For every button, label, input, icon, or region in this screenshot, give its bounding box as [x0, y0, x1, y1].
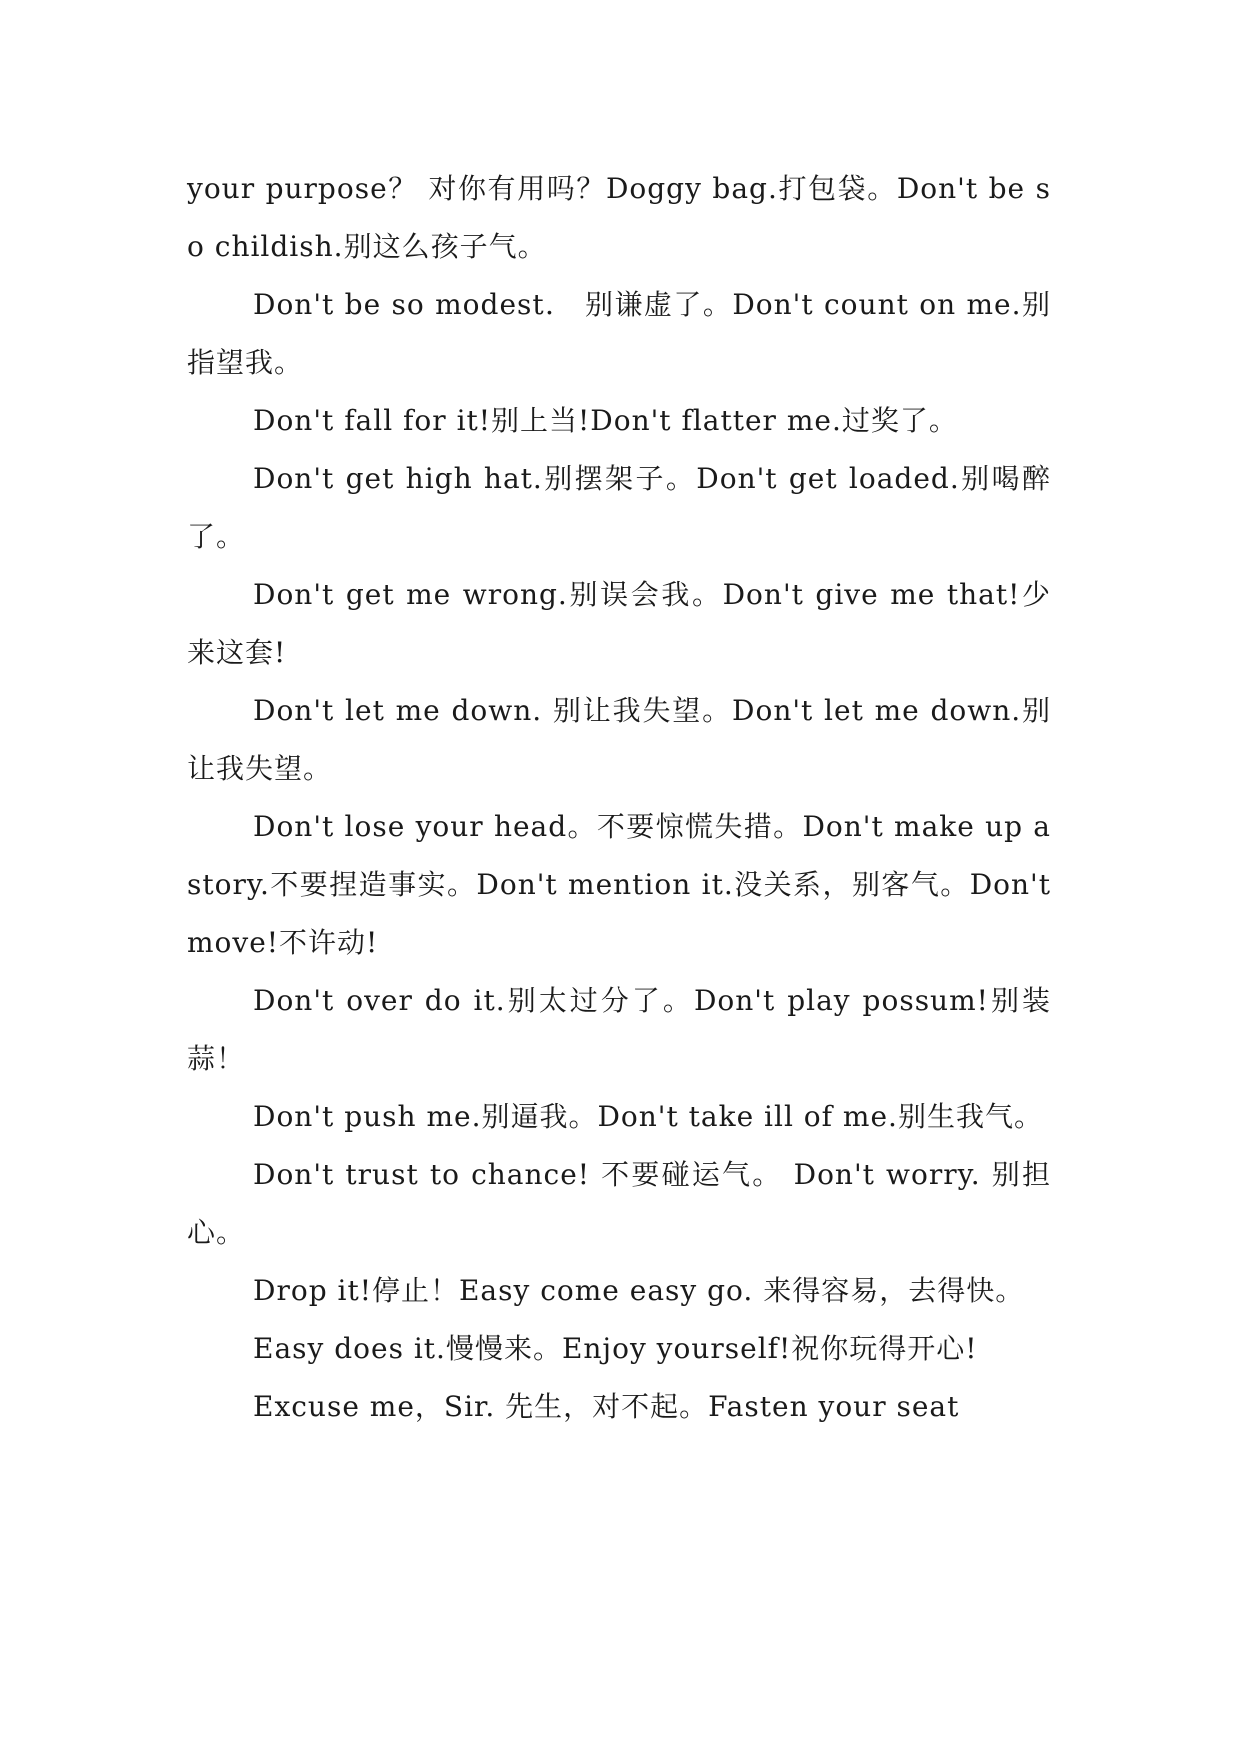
paragraph: Don't let me down. 别让我失望。Don't let me down.别让我失望。: [187, 694, 1051, 785]
document-body: [187, 160, 1051, 1436]
paragraph: Don't be so modest． 别谦虚了。Don't count on me.别指望我。: [187, 288, 1051, 379]
paragraph: your purpose？ 对你有用吗？Doggy bag.打包袋。Don't be so childish.别这么孩子气。: [187, 172, 1051, 263]
paragraph: Don't get me wrong.别误会我。Don't give me that!少来这套!: [187, 578, 1051, 669]
paragraph: Don't trust to chance! 不要碰运气。 Don't worry. 别担心。: [187, 1158, 1051, 1249]
paragraph: Excuse me，Sir. 先生，对不起。Fasten your seat: [253, 1390, 960, 1423]
paragraph: Don't over do it.别太过分了。Don't play possum!别装蒜！: [187, 984, 1051, 1075]
paragraph: Don't fall for it!别上当!Don't flatter me.过奖了。: [253, 404, 958, 437]
paragraph: Don't lose your head。不要惊慌失措。Don't make up a story.不要捏造事实。Don't mention it.没关系，别客气。Don't move!不许动!: [187, 810, 1051, 959]
paragraph: Easy does it.慢慢来。Enjoy yourself!祝你玩得开心!: [253, 1332, 978, 1365]
paragraph: Don't get high hat.别摆架子。Don't get loaded.别喝醉了。: [187, 462, 1051, 553]
paragraph: Drop it!停止！Easy come easy go. 来得容易，去得快。: [253, 1274, 1025, 1307]
paragraph: Don't push me.别逼我。Don't take ill of me.别生我气。: [253, 1100, 1043, 1133]
